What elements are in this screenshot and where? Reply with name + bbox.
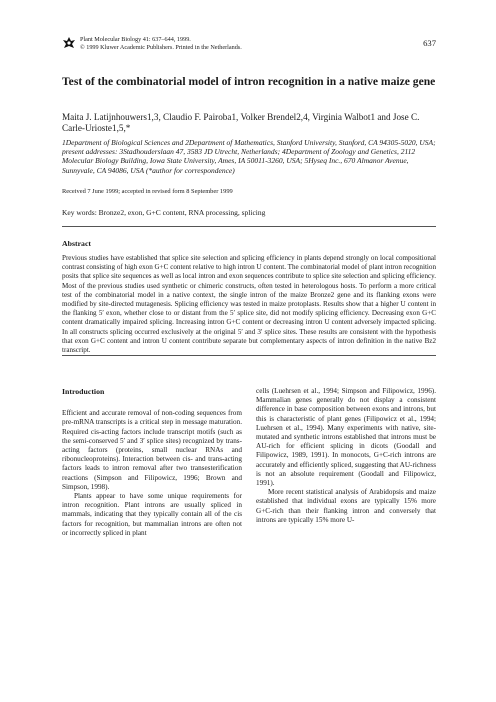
- author-list: Maita J. Latijnhouwers1,3, Claudio F. Pairoba1, Volker Brendel2,4, Virginia Walbot1 and Jose C. Carle-Urioste1,5,*: [62, 112, 420, 133]
- article-title: Test of the combinatorial model of intron recognition in a native maize gene: [62, 75, 436, 88]
- intro-paragraph-4: More recent statistical analysis of Arabidopsis and maize established that individual exons are typically 15% more G+C-rich than their flanking intron and conversely that introns are typically 15% more U-: [256, 488, 436, 524]
- intro-paragraph-2: Plants appear to have some unique requirements for intron recognition. Plant introns are usually spliced in mammals, indicating that they typically contain all of the cis factors for recognition, but mammalian introns are often not or incorrectly spliced in plant: [62, 492, 242, 537]
- page-number: 637: [423, 38, 436, 48]
- divider-bottom: [62, 355, 436, 356]
- abstract-heading: Abstract: [62, 239, 92, 248]
- affiliations: 1Department of Biological Sciences and 2Department of Mathematics, Stanford University, Stanford, CA 94305-5020, USA; present addresses: 3Stadhouderslaan 47, 3583 JD Utrecht, Netherlands; 4Department of Zoology and Genetics, 2112 Molecular Biology Building, Iowa State University, Ames, IA 50011-3260, USA; 5Hyseq Inc., 670 Almanor Avenue, Sunnyvale, CA 94086, USA (*author for correspondence): [62, 138, 436, 175]
- abstract-text: Previous studies have established that splice site selection and splicing efficiency in plants depend strongly on local compositional contrast consisting of high exon G+C content relative to high intron U content. The combinatorial model of plant intron recognition posits that splice site sequences as well as local intron and exon sequences contribute to splice site selection and splicing efficiency. Most of the previous studies used synthetic or chimeric constructs, often tested in heterologous hosts. To perform a more critical test of the combinatorial model in a native context, the single intron of the maize Bronze2 gene and its flanking exons were modified by site-directed mutagenesis. Splicing efficiency was tested in maize protoplasts. Results show that a higher U content in the flanking 5′ exon, whether close to or distant from the 5′ splice site, did not modify splicing efficiency. Decreasing exon G+C content dramatically impaired splicing. Increasing intron G+C content or decreasing intron U content adversely impacted splicing. In all constructs splicing occurred exclusively at the original 5′ and 3′ splice sites. These results are consistent with the hypothesis that exon G+C content and intron U content contribute separate but complementary aspects of intron definition in the native Bz2 transcript.: [62, 254, 436, 355]
- introduction-heading: Introduction: [62, 387, 105, 396]
- publisher-logo-icon: [62, 36, 76, 50]
- divider-top: [62, 226, 436, 227]
- journal-citation: Plant Molecular Biology 41: 637–644, 1999.: [80, 36, 191, 43]
- left-column: [62, 387, 242, 538]
- intro-paragraph-1: Efficient and accurate removal of non-coding sequences from pre-mRNA transcripts is a critical step in message maturation. Required cis-acting factors include transcript motifs (such as the semi-conserved 5′ and 3′ splice sites) recognized by trans-acting factors (proteins, small nuclear RNAs and ribonucleoproteins). Interaction between cis- and trans-acting factors leads to intron removal after two transesterification reactions (Simpson and Filipowicz, 1996; Brown and Simpson, 1998).: [62, 409, 242, 491]
- right-column: [256, 387, 436, 525]
- intro-paragraph-3: cells (Luehrsen et al., 1994; Simpson and Filipowicz, 1996). Mammalian genes generally do not display a consistent difference in base composition between exons and introns, but this is characteristic of plant genes (Filipowicz et al., 1994; Luehrsen et al., 1994). Many experiments with native, site-mutated and synthetic introns established that introns must be AU-rich for efficient splicing in dicots (Goodall and Filipowicz, 1989, 1991). In monocots, G+C-rich introns are accurately and efficiently spliced, suggesting that AU-richness is not an absolute requirement (Goodall and Filipowicz, 1991).: [256, 387, 436, 488]
- received-dates: Received 7 June 1999; accepted in revised form 8 September 1999: [62, 188, 233, 195]
- copyright-notice: © 1999 Kluwer Academic Publishers. Printed in the Netherlands.: [80, 44, 242, 51]
- keywords: Key words: Bronze2, exon, G+C content, RNA processing, splicing: [62, 208, 266, 217]
